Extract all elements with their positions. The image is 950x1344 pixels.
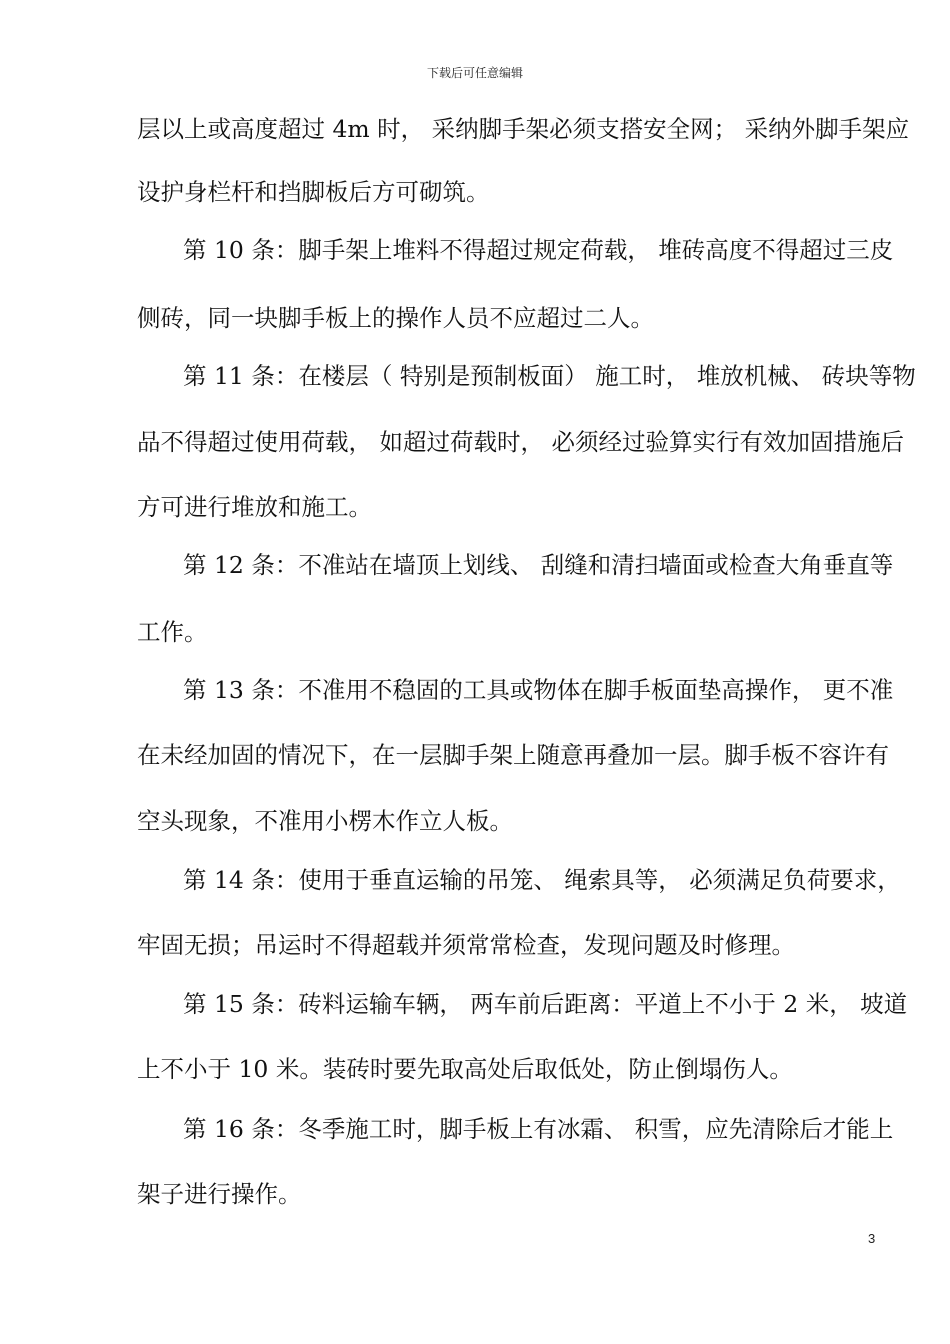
text-line: 侧砖，同一块脚手板上的操作人员不应超过二人。 [137, 304, 654, 332]
text-line: 架子进行操作。 [137, 1180, 302, 1208]
text-line: 层以上或高度超过 4m 时， 采纳脚手架必须支搭安全网； 采纳外脚手架应 [137, 115, 910, 143]
page-number: 3 [868, 1231, 876, 1246]
article-14-line: 第 14 条：使用于垂直运输的吊笼、 绳索具等， 必须满足负荷要求， [183, 866, 901, 894]
text-line: 方可进行堆放和施工。 [137, 493, 372, 521]
article-15-line: 第 15 条：砖料运输车辆， 两车前后距离：平道上不小于 2 米， 坡道 [183, 990, 908, 1018]
article-11-line: 第 11 条：在楼层（ 特别是预制板面） 施工时， 堆放机械、 砖块等物 [183, 362, 916, 390]
text-line: 工作。 [137, 618, 208, 646]
article-12-line: 第 12 条：不准站在墙顶上划线、 刮缝和清扫墙面或检查大角垂直等 [183, 551, 894, 579]
text-line: 上不小于 10 米。装砖时要先取高处后取低处，防止倒塌伤人。 [137, 1055, 793, 1083]
text-line: 设护身栏杆和挡脚板后方可砌筑。 [137, 178, 490, 206]
article-13-line: 第 13 条：不准用不稳固的工具或物体在脚手板面垫高操作， 更不准 [183, 676, 894, 704]
text-line: 品不得超过使用荷载， 如超过荷载时， 必须经过验算实行有效加固措施后 [137, 428, 904, 456]
text-line: 在未经加固的情况下，在一层脚手架上随意再叠加一层。脚手板不容许有 [137, 741, 889, 769]
page-header: 下载后可任意编辑 [426, 66, 523, 80]
text-line: 牢固无损；吊运时不得超载并须常常检查，发现问题及时修理。 [137, 931, 795, 959]
text-line: 空头现象，不准用小楞木作立人板。 [137, 807, 513, 835]
article-16-line: 第 16 条：冬季施工时，脚手板上有冰霜、 积雪，应先清除后才能上 [183, 1115, 894, 1143]
article-10-line: 第 10 条：脚手架上堆料不得超过规定荷载， 堆砖高度不得超过三皮 [183, 236, 894, 264]
